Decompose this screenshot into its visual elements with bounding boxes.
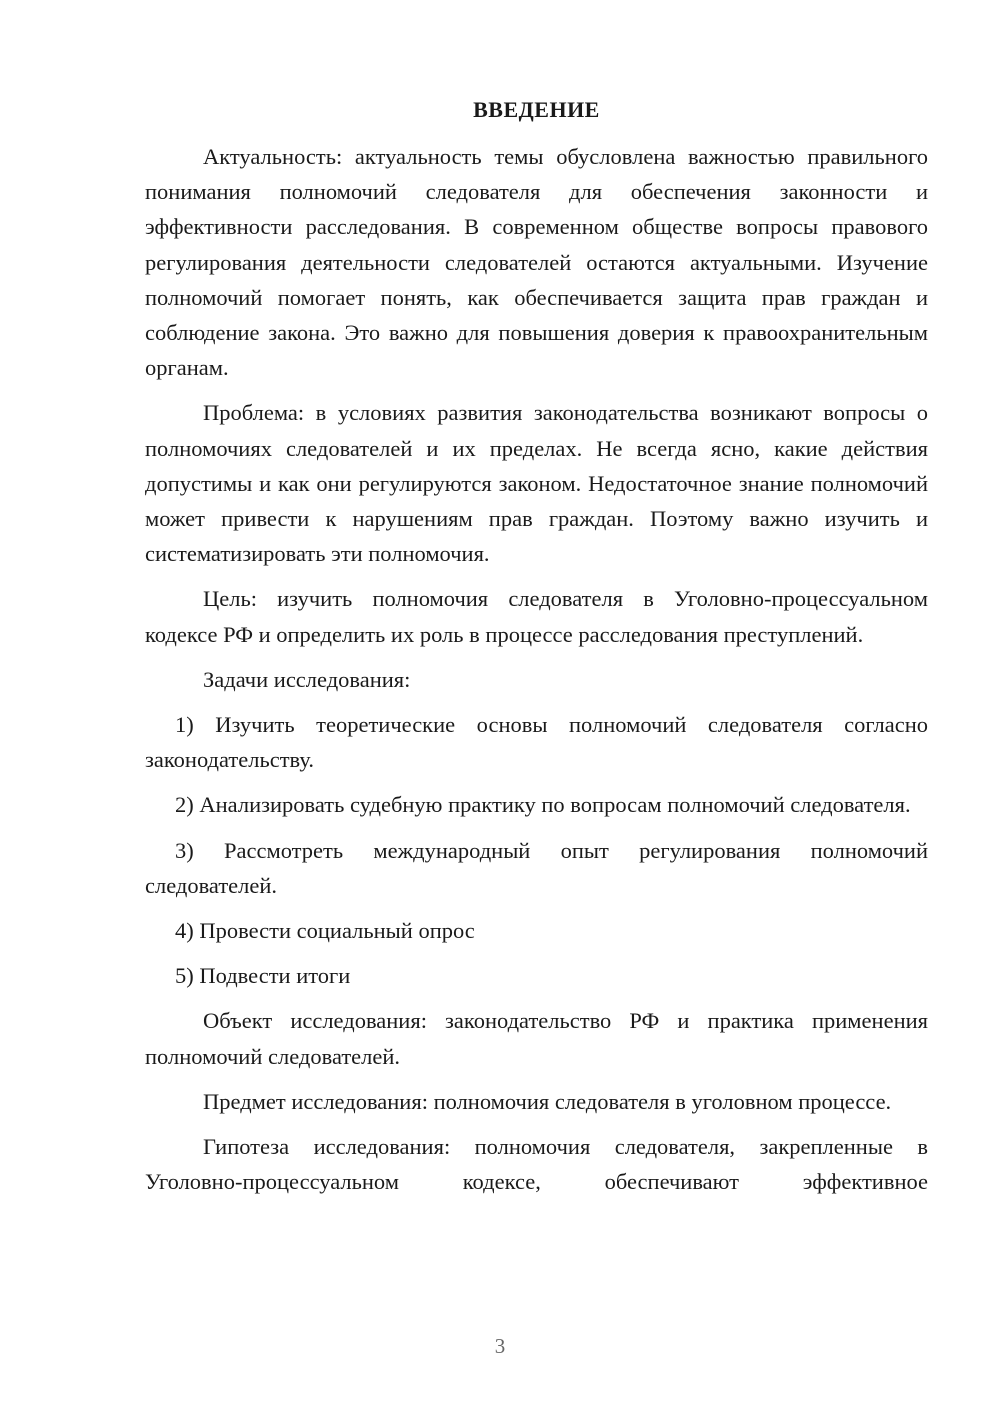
subject-paragraph: Предмет исследования: полномочия следователя в уголовном процессе. — [203, 1088, 892, 1114]
task-item-1: 1) Изучить теоретические основы полномочий следователя согласно законодательству. — [145, 712, 928, 773]
relevance-paragraph: Актуальность: актуальность темы обусловлена важностью правильного понимания полномочий следователя для обеспечения законности и эффективности расследования. В современном обществе вопросы правового регулирования деятельности следователей остаются актуальными. Изучение полномочий помогает понять, как обеспечивается защита прав граждан и соблюдение закона. Это важно для повышения доверия к правоохранительным органам. — [145, 144, 928, 381]
object-paragraph: Объект исследования: законодательство РФ и практика применения полномочий следователей. — [145, 1008, 928, 1069]
task-item-4: 4) Провести социальный опрос — [175, 918, 475, 944]
tasks-title: Задачи исследования: — [203, 666, 411, 692]
section-heading: ВВЕДЕНИЕ — [473, 97, 600, 122]
task-item-5: 5) Подвести итоги — [175, 963, 351, 989]
task-item-2: 2) Анализировать судебную практику по вопросам полномочий следователя. — [175, 792, 911, 818]
hypothesis-paragraph: Гипотеза исследования: полномочия следователя, закрепленные в Уголовно-процессуальном кодексе, обеспечивают эффективное — [145, 1134, 928, 1195]
problem-paragraph: Проблема: в условиях развития законодательства возникают вопросы о полномочиях следователей и их пределах. Не всегда ясно, какие действия допустимы и как они регулируются законом. Недостаточное знание полномочий может привести к нарушениям прав граждан. Поэтому важно изучить и систематизировать эти полномочия. — [145, 400, 928, 567]
page-number: 3 — [494, 1334, 506, 1358]
task-item-3: 3) Рассмотреть международный опыт регулирования полномочий следователей. — [145, 837, 928, 898]
goal-paragraph: Цель: изучить полномочия следователя в Уголовно-процессуальном кодексе РФ и определить их роль в процессе расследования преступлений. — [145, 586, 928, 647]
document-page — [145, 92, 928, 1209]
